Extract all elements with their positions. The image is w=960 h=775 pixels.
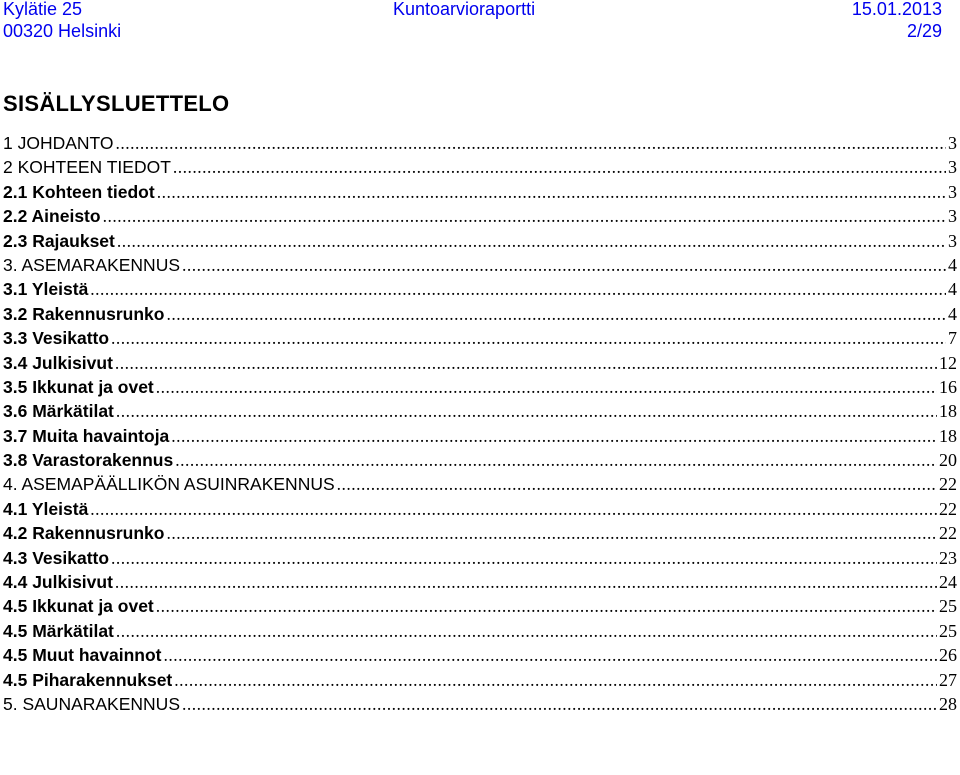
toc-dot-leader xyxy=(103,204,946,228)
toc-dot-leader xyxy=(90,497,937,521)
toc-dot-leader xyxy=(156,594,937,618)
toc-dot-leader xyxy=(337,472,937,496)
toc-dot-leader xyxy=(116,619,937,643)
toc-entry-page-number: 26 xyxy=(939,645,957,666)
toc-entry[interactable] xyxy=(3,472,957,496)
toc-entry[interactable] xyxy=(3,619,957,643)
header-report-title: Kuntoarvioraportti xyxy=(393,0,536,19)
toc-entry-label: 4. ASEMAPÄÄLLIKÖN ASUINRAKENNUS xyxy=(3,474,335,495)
toc-entry[interactable] xyxy=(3,351,957,375)
toc-dot-leader xyxy=(175,448,937,472)
toc-entry-label: 5. SAUNARAKENNUS xyxy=(3,693,180,714)
toc-dot-leader xyxy=(163,643,937,667)
toc-entry-page-number: 22 xyxy=(939,523,957,544)
toc-entry[interactable] xyxy=(3,497,957,521)
toc-entry[interactable] xyxy=(3,692,957,716)
toc-entry[interactable] xyxy=(3,204,957,228)
toc-entry-label: 3.4 Julkisivut xyxy=(3,352,113,373)
toc-entry-label: 4.4 Julkisivut xyxy=(3,572,113,593)
toc-entry-page-number: 18 xyxy=(939,401,957,422)
toc-entry-label: 4.5 Ikkunat ja ovet xyxy=(3,596,154,617)
toc-dot-leader xyxy=(111,326,946,350)
toc-dot-leader xyxy=(182,692,937,716)
toc-entry[interactable] xyxy=(3,424,957,448)
toc-entry-label: 3.7 Muita havaintoja xyxy=(3,425,170,446)
header-address-line1: Kylätie 25 xyxy=(3,0,83,19)
toc-entry[interactable] xyxy=(3,375,957,399)
toc-entry-label: 2.1 Kohteen tiedot xyxy=(3,181,155,202)
toc-entry-label: 2 KOHTEEN TIEDOT xyxy=(3,157,171,178)
toc-entry-page-number: 3 xyxy=(948,181,957,202)
toc-dot-leader xyxy=(173,155,946,179)
toc-dot-leader xyxy=(166,302,946,326)
toc-entry[interactable] xyxy=(3,643,957,667)
toc-entry-label: 1 JOHDANTO xyxy=(3,133,114,153)
toc-entry-page-number: 22 xyxy=(939,474,957,495)
toc-entry-page-number: 25 xyxy=(939,596,957,617)
page-header xyxy=(0,0,960,46)
toc-entry-page-number: 12 xyxy=(939,352,957,373)
toc-dot-leader xyxy=(117,229,946,253)
toc-entry[interactable] xyxy=(3,594,957,618)
toc-entry-page-number: 4 xyxy=(948,303,957,324)
toc-entry-page-number: 27 xyxy=(939,669,957,690)
toc-entry-page-number: 23 xyxy=(939,547,957,568)
toc-entry-page-number: 3 xyxy=(948,133,957,153)
toc-entry[interactable] xyxy=(3,326,957,350)
toc-entry-label: 3.1 Yleistä xyxy=(3,279,89,300)
toc-dot-leader xyxy=(90,277,946,301)
toc-entry-page-number: 28 xyxy=(939,693,957,714)
toc-entry-label: 3. ASEMARAKENNUS xyxy=(3,254,180,275)
toc-entry-label: 4.2 Rakennusrunko xyxy=(3,523,165,544)
toc-entry-label: 3.5 Ikkunat ja ovet xyxy=(3,376,154,397)
toc-entry-page-number: 3 xyxy=(948,157,957,178)
toc-entry-label: 4.3 Vesikatto xyxy=(3,547,110,568)
toc-entry-page-number: 3 xyxy=(948,230,957,251)
toc-entry-label: 3.6 Märkätilat xyxy=(3,401,114,422)
toc-entry[interactable] xyxy=(3,570,957,594)
toc-dot-leader xyxy=(116,399,937,423)
toc-entry-page-number: 20 xyxy=(939,450,957,471)
toc-dot-leader xyxy=(182,253,946,277)
toc-entry-label: 2.2 Aineisto xyxy=(3,206,101,227)
toc-entry-label: 4.1 Yleistä xyxy=(3,498,89,519)
toc-entry-page-number: 22 xyxy=(939,498,957,519)
toc-dot-leader xyxy=(156,375,937,399)
toc-entry-label: 2.3 Rajaukset xyxy=(3,230,115,251)
toc-entry-page-number: 7 xyxy=(948,328,957,349)
toc-dot-leader xyxy=(166,521,937,545)
toc-entry[interactable] xyxy=(3,399,957,423)
toc-dot-leader xyxy=(171,424,937,448)
toc-entry[interactable] xyxy=(3,521,957,545)
toc-entry-page-number: 24 xyxy=(939,572,957,593)
toc-dot-leader xyxy=(115,570,937,594)
toc-dot-leader xyxy=(157,180,946,204)
toc-entry[interactable] xyxy=(3,229,957,253)
toc-entry-page-number: 18 xyxy=(939,425,957,446)
toc-entry-label: 4.5 Muut havainnot xyxy=(3,645,162,666)
toc-entry-page-number: 3 xyxy=(948,206,957,227)
toc-entry[interactable] xyxy=(3,546,957,570)
toc-entry-label: 4.5 Piharakennukset xyxy=(3,669,173,690)
toc-entry-page-number: 4 xyxy=(948,254,957,275)
toc-entry[interactable] xyxy=(3,448,957,472)
toc-entry[interactable] xyxy=(3,155,957,179)
toc-list xyxy=(3,131,957,716)
toc-entry-page-number: 16 xyxy=(939,376,957,397)
header-address-line2: 00320 Helsinki xyxy=(3,21,122,41)
toc-entry[interactable] xyxy=(3,668,957,692)
toc-entry-label: 3.2 Rakennusrunko xyxy=(3,303,165,324)
toc-entry[interactable] xyxy=(3,277,957,301)
toc-entry[interactable] xyxy=(3,253,957,277)
toc-heading: SISÄLLYSLUETTELO xyxy=(3,91,230,116)
header-date: 15.01.2013 xyxy=(851,0,942,19)
toc-entry-page-number: 25 xyxy=(939,620,957,641)
toc-dot-leader xyxy=(115,351,937,375)
toc-entry-label: 3.3 Vesikatto xyxy=(3,328,110,349)
toc-dot-leader xyxy=(111,546,937,570)
toc-entry-label: 4.5 Märkätilat xyxy=(3,620,114,641)
toc-entry-page-number: 4 xyxy=(948,279,957,300)
header-page-indicator: 2/29 xyxy=(906,21,942,41)
toc-dot-leader xyxy=(174,668,937,692)
toc-dot-leader xyxy=(116,131,946,155)
toc-entry-label: 3.8 Varastorakennus xyxy=(3,450,174,471)
toc-entry[interactable] xyxy=(3,131,957,155)
toc-entry[interactable] xyxy=(3,302,957,326)
toc-entry[interactable] xyxy=(3,180,957,204)
